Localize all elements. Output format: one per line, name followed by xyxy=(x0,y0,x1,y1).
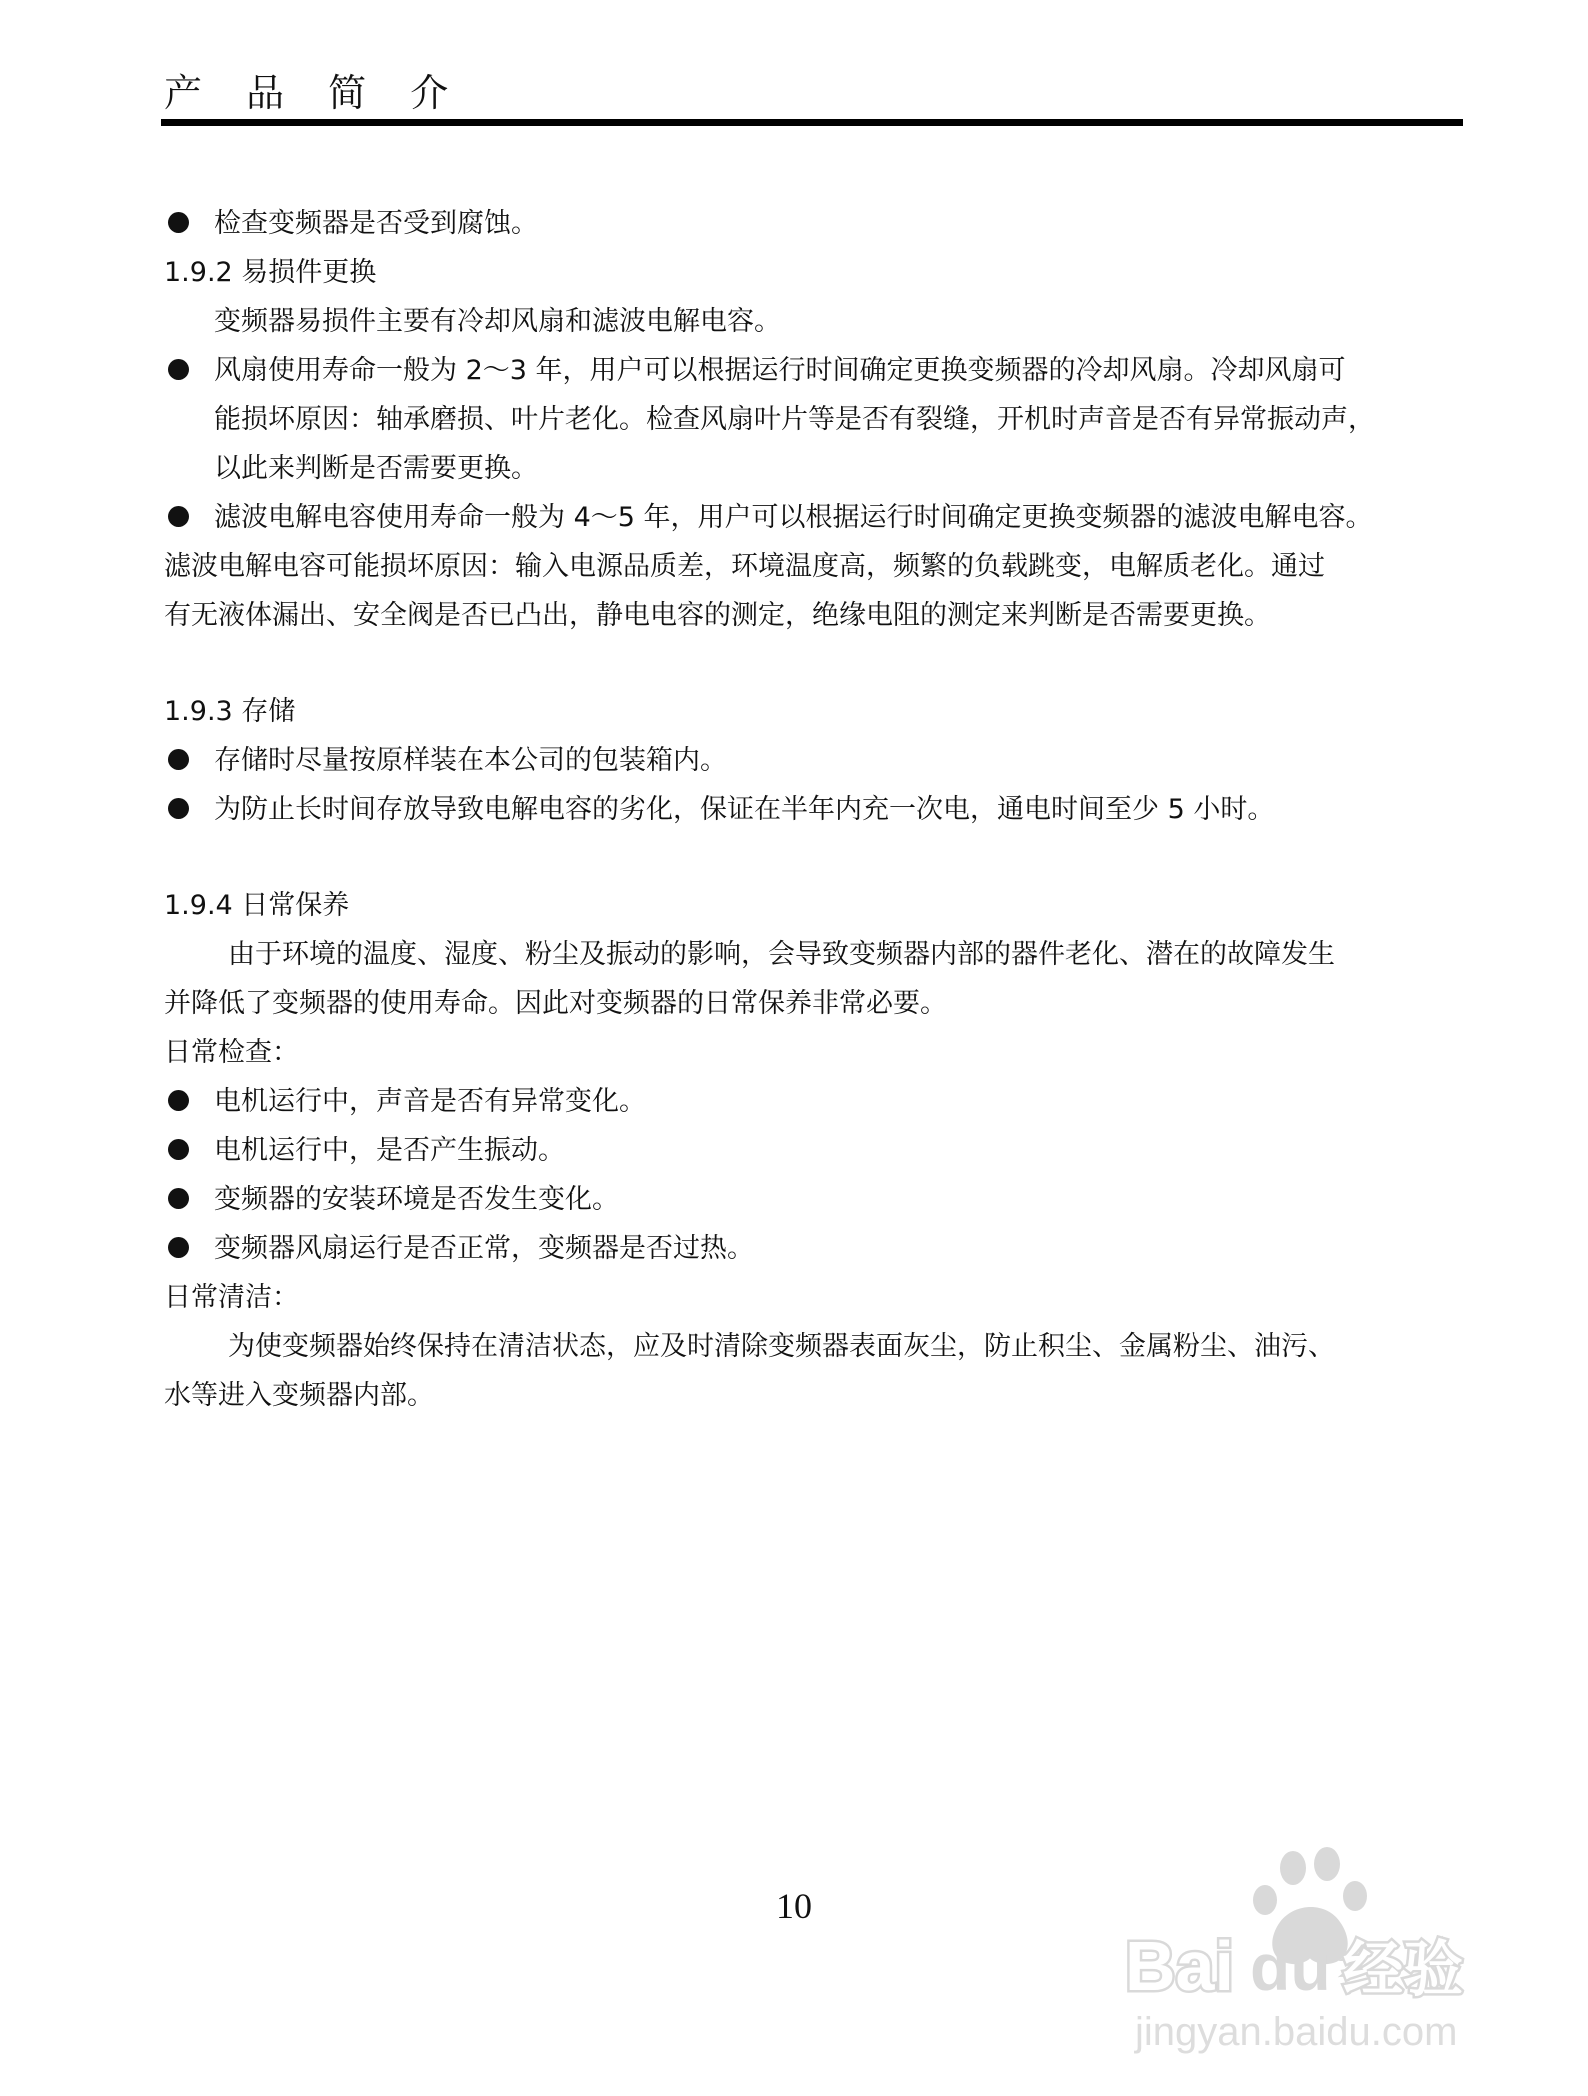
subheading xyxy=(164,1274,299,1322)
paragraph-line xyxy=(164,980,947,1028)
page-number: 10 xyxy=(776,1886,812,1926)
bullet-line xyxy=(164,200,538,248)
line-text: 日常清洁： xyxy=(164,1282,299,1313)
line-text: 滤波电解电容可能损坏原因：输入电源品质差，环境温度高，频繁的负载跳变，电解质老化。通过 xyxy=(164,551,1325,582)
bullet-line xyxy=(164,347,1346,395)
baidu-watermark xyxy=(1115,1840,1495,2070)
bullet-line xyxy=(164,786,1274,834)
line-text: 有无液体漏出、安全阀是否已凸出，静电电容的测定，绝缘电阻的测定来判断是否需要更换。 xyxy=(164,600,1271,631)
bullet-line xyxy=(164,1078,646,1126)
bullet-icon xyxy=(164,1225,214,1273)
bullet-icon xyxy=(164,1078,214,1126)
line-text: 日常检查： xyxy=(164,1037,299,1068)
line-text: 以此来判断是否需要更换。 xyxy=(214,453,538,484)
bullet-icon xyxy=(164,494,214,542)
bullet-line xyxy=(164,1225,754,1273)
bullet-icon xyxy=(164,1127,214,1175)
bullet-line xyxy=(164,737,727,785)
line-text: 1.9.4 日常保养 xyxy=(164,890,350,921)
bullet-icon xyxy=(164,737,214,785)
bullet-line xyxy=(164,1176,619,1224)
line-text: 能损坏原因：轴承磨损、叶片老化。检查风扇叶片等是否有裂缝，开机时声音是否有异常振动声， xyxy=(214,404,1375,435)
paragraph-line xyxy=(164,1372,434,1420)
bullet-icon xyxy=(164,1176,214,1224)
bullet-line xyxy=(164,1127,565,1175)
svg-text:Bai: Bai xyxy=(1125,1927,1234,2005)
subheading xyxy=(164,1029,299,1077)
section-heading xyxy=(164,688,295,736)
svg-text:du: du xyxy=(1250,1930,1331,2004)
paragraph-line xyxy=(214,298,781,346)
line-text: 存储时尽量按原样装在本公司的包装箱内。 xyxy=(214,745,727,776)
header-rule xyxy=(161,119,1463,126)
line-text: 为防止长时间存放导致电解电容的劣化，保证在半年内充一次电，通电时间至少 5 小时。 xyxy=(214,794,1275,825)
line-text: 检查变频器是否受到腐蚀。 xyxy=(214,208,538,239)
section-heading xyxy=(164,882,349,930)
line-text: 风扇使用寿命一般为 2～3 年，用户可以根据运行时间确定更换变频器的冷却风扇。冷却风扇可 xyxy=(214,355,1346,386)
paragraph-line xyxy=(214,396,1375,444)
page-header-title: 产 品 简 介 xyxy=(164,71,465,115)
paragraph-line xyxy=(164,592,1271,640)
watermark-url: jingyan.baidu.com xyxy=(1135,2010,1458,2054)
bullet-icon xyxy=(164,347,214,395)
line-text: 1.9.3 存储 xyxy=(164,696,296,727)
bullet-line xyxy=(164,494,1373,542)
paragraph-line xyxy=(228,931,1335,979)
baidu-paw-logo-icon xyxy=(1115,1840,1495,2070)
paragraph-line xyxy=(164,543,1325,591)
line-text: 变频器风扇运行是否正常，变频器是否过热。 xyxy=(214,1233,754,1264)
section-heading xyxy=(164,249,376,297)
line-text: 由于环境的温度、湿度、粉尘及振动的影响，会导致变频器内部的器件老化、潜在的故障发生 xyxy=(228,939,1335,970)
line-text: 并降低了变频器的使用寿命。因此对变频器的日常保养非常必要。 xyxy=(164,988,947,1019)
bullet-icon xyxy=(164,786,214,834)
line-text: 变频器易损件主要有冷却风扇和滤波电解电容。 xyxy=(214,306,781,337)
line-text: 电机运行中，是否产生振动。 xyxy=(214,1135,565,1166)
bullet-icon xyxy=(164,200,214,248)
paragraph-line xyxy=(214,445,538,493)
line-text: 电机运行中，声音是否有异常变化。 xyxy=(214,1086,646,1117)
line-text: 滤波电解电容使用寿命一般为 4～5 年，用户可以根据运行时间确定更换变频器的滤波电解电容。 xyxy=(214,502,1373,533)
paragraph-line xyxy=(228,1323,1335,1371)
line-text: 水等进入变频器内部。 xyxy=(164,1380,434,1411)
line-text: 1.9.2 易损件更换 xyxy=(164,257,377,288)
svg-text:经验: 经验 xyxy=(1343,1935,1463,2005)
line-text: 变频器的安装环境是否发生变化。 xyxy=(214,1184,619,1215)
line-text: 为使变频器始终保持在清洁状态，应及时清除变频器表面灰尘，防止积尘、金属粉尘、油污、 xyxy=(228,1331,1335,1362)
